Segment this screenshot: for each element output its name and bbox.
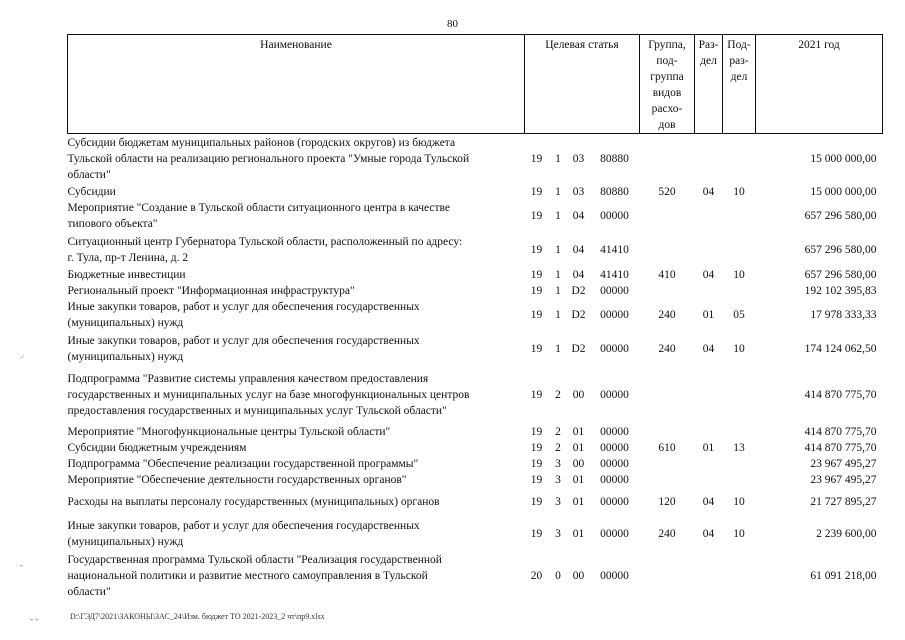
- amount-2021: 174 124 062,50: [804, 342, 877, 355]
- podrazdel: [723, 366, 756, 424]
- podrazdel: [723, 472, 756, 489]
- target-code-program: 19: [530, 243, 543, 256]
- amount-2021: 15 000 000,00: [810, 152, 877, 165]
- table-row: [68, 233, 883, 267]
- amount-2021: 15 000 000,00: [810, 185, 877, 198]
- amount-2021: 414 870 775,70: [804, 425, 877, 438]
- expense-group: 240: [658, 527, 676, 540]
- target-code-event: 03: [572, 185, 585, 198]
- target-code-direction: 00000: [600, 441, 629, 454]
- amount-2021: 17 978 333,33: [810, 309, 877, 321]
- razdel: [695, 283, 723, 299]
- target-code-direction: 00000: [600, 388, 629, 401]
- expense-group: [640, 200, 695, 233]
- target-code-subprogram: 2: [555, 425, 561, 438]
- razdel: [695, 552, 723, 600]
- amount-2021: 23 967 495,27: [810, 457, 877, 470]
- razdel: 01: [702, 309, 715, 321]
- podrazdel: [723, 233, 756, 267]
- amount-2021: 2 239 600,00: [816, 527, 877, 540]
- row-name: Мероприятие "Обеспечение деятельности государственных органов": [67, 474, 407, 486]
- table-row: [68, 472, 883, 489]
- table-row: [68, 489, 883, 516]
- margin-mark: - -: [30, 614, 39, 624]
- target-code-event: 01: [572, 441, 585, 454]
- razdel: 04: [702, 342, 715, 355]
- budget-table: [67, 34, 883, 600]
- target-code-subprogram: 2: [555, 388, 561, 401]
- target-code-direction: 00000: [600, 309, 629, 321]
- table-row: [68, 267, 883, 283]
- target-code-subprogram: 0: [555, 569, 561, 582]
- amount-2021: 23 967 495,27: [810, 474, 877, 486]
- target-code-subprogram: 3: [555, 457, 561, 470]
- razdel: 04: [702, 268, 715, 281]
- table-row: [68, 134, 883, 184]
- target-code-subprogram: 1: [555, 152, 561, 165]
- margin-mark: ⸝: [20, 350, 25, 360]
- razdel: 04: [702, 527, 715, 540]
- razdel: 04: [702, 185, 715, 198]
- table-row: [68, 552, 883, 600]
- target-code-subprogram: 2: [555, 441, 561, 454]
- expense-group: 240: [658, 342, 676, 355]
- podrazdel: 10: [733, 496, 745, 508]
- header-podrazdel: Под- раз- дел: [723, 35, 756, 134]
- target-code-event: 03: [572, 152, 585, 165]
- table-row: [68, 440, 883, 456]
- target-code-event: 04: [572, 268, 585, 281]
- table-header-row: [68, 35, 883, 134]
- row-name: Иные закупки товаров, работ и услуг для обеспечения государственных (муниципальных) нужд: [67, 519, 420, 548]
- expense-group: [640, 552, 695, 600]
- podrazdel: 13: [733, 441, 745, 454]
- expense-group: [640, 424, 695, 440]
- footer-file-path: D:\ГЭД7\2021\ЗАКОНЫ\ЗАС_24\Изм. бюджет ТО 2021-2023_2 чт\пр9.xlsx: [70, 612, 325, 621]
- amount-2021: 657 296 580,00: [804, 268, 877, 281]
- podrazdel: [723, 283, 756, 299]
- podrazdel: [723, 456, 756, 472]
- target-code-subprogram: 3: [555, 496, 561, 508]
- table-row: [68, 184, 883, 200]
- expense-group: [640, 472, 695, 489]
- page-number: 80: [447, 18, 458, 30]
- target-code-event: 01: [572, 474, 585, 486]
- target-code-subprogram: 1: [555, 309, 561, 321]
- table-row: [68, 516, 883, 552]
- header-target-article: Целевая статья: [525, 35, 640, 134]
- razdel: [695, 366, 723, 424]
- table-row: [68, 200, 883, 233]
- amount-2021: 657 296 580,00: [804, 243, 877, 256]
- target-code-subprogram: 1: [555, 185, 561, 198]
- target-code-direction: 00000: [600, 210, 629, 222]
- razdel: [695, 424, 723, 440]
- table-row: [68, 283, 883, 299]
- row-name: Иные закупки товаров, работ и услуг для обеспечения государственных (муниципальных) нужд: [67, 301, 420, 329]
- target-code-program: 19: [530, 152, 543, 165]
- podrazdel: [723, 552, 756, 600]
- razdel: [695, 456, 723, 472]
- row-name: Ситуационный центр Губернатора Тульской области, расположенный по адресу: г. Тула, пр-т Ленина, д. 2: [67, 235, 463, 264]
- row-name: Региональный проект "Информационная инфраструктура": [67, 284, 355, 297]
- target-code-direction: 00000: [600, 569, 629, 582]
- target-code-direction: 00000: [600, 496, 629, 508]
- expense-group: [640, 456, 695, 472]
- row-name: Бюджетные инвестиции: [67, 268, 186, 281]
- target-code-direction: 80880: [600, 152, 629, 165]
- row-name: Подпрограмма "Развитие системы управления качеством предоставления государственных и муниципальных услуг на базе многофункциональных центров предоставления государственных и муниципальных услуг Тульской области": [67, 372, 470, 417]
- razdel: 01: [702, 441, 715, 454]
- table-row: [68, 456, 883, 472]
- target-code-event: 04: [572, 243, 585, 256]
- expense-group: 520: [658, 185, 676, 198]
- target-code-event: 00: [572, 457, 585, 470]
- podrazdel: [723, 134, 756, 184]
- target-code-program: 19: [530, 284, 543, 297]
- header-year: 2021 год: [756, 35, 883, 134]
- target-code-subprogram: 3: [555, 474, 561, 486]
- target-code-direction: 80880: [600, 185, 629, 198]
- amount-2021: 414 870 775,70: [804, 388, 877, 401]
- row-name: Мероприятие "Многофункциональные центры Тульской области": [67, 425, 391, 438]
- target-code-direction: 00000: [600, 474, 629, 486]
- expense-group: 120: [658, 496, 676, 508]
- target-code-event: 00: [572, 388, 585, 401]
- target-code-program: 19: [530, 309, 543, 321]
- amount-2021: 657 296 580,00: [804, 210, 877, 222]
- razdel: [695, 233, 723, 267]
- target-code-direction: 00000: [600, 425, 629, 438]
- podrazdel: 10: [733, 342, 745, 355]
- target-code-program: 19: [530, 425, 543, 438]
- target-code-subprogram: 1: [555, 342, 561, 355]
- header-group: Группа, под- группа видов расхо- дов: [640, 35, 695, 134]
- razdel: [695, 472, 723, 489]
- row-name: Субсидии: [67, 185, 116, 198]
- target-code-event: D2: [571, 309, 586, 321]
- target-code-event: 01: [572, 527, 585, 540]
- row-name: Мероприятие "Создание в Тульской области ситуационного центра в качестве типового объекта": [67, 202, 451, 230]
- expense-group: 410: [658, 268, 676, 281]
- expense-group: [640, 366, 695, 424]
- target-code-event: D2: [571, 342, 586, 355]
- target-code-event: 04: [572, 210, 585, 222]
- target-code-event: D2: [571, 284, 586, 297]
- razdel: [695, 200, 723, 233]
- target-code-program: 19: [530, 441, 543, 454]
- target-code-program: 20: [530, 569, 543, 582]
- row-name: Подпрограмма "Обеспечение реализации государственной программы": [67, 457, 419, 470]
- target-code-program: 19: [530, 210, 543, 222]
- target-code-program: 19: [530, 496, 543, 508]
- expense-group: [640, 283, 695, 299]
- table-row: [68, 299, 883, 332]
- target-code-event: 01: [572, 425, 585, 438]
- row-name: Расходы на выплаты персоналу государственных (муниципальных) органов: [67, 496, 440, 508]
- expense-group: [640, 233, 695, 267]
- target-code-program: 19: [530, 268, 543, 281]
- table-row: [68, 332, 883, 366]
- target-code-subprogram: 1: [555, 284, 561, 297]
- target-code-direction: 00000: [600, 284, 629, 297]
- target-code-event: 01: [572, 496, 585, 508]
- podrazdel: 05: [733, 309, 745, 321]
- target-code-direction: 00000: [600, 527, 629, 540]
- amount-2021: 414 870 775,70: [804, 441, 877, 454]
- target-code-direction: 00000: [600, 342, 629, 355]
- target-code-program: 19: [530, 474, 543, 486]
- target-code-direction: 41410: [600, 243, 629, 256]
- amount-2021: 61 091 218,00: [810, 569, 877, 582]
- razdel: [695, 134, 723, 184]
- amount-2021: 192 102 395,83: [804, 284, 877, 297]
- target-code-direction: 41410: [600, 268, 629, 281]
- target-code-direction: 00000: [600, 457, 629, 470]
- podrazdel: 10: [733, 268, 745, 281]
- amount-2021: 21 727 895,27: [810, 496, 877, 508]
- row-name: Государственная программа Тульской области "Реализация государственной национальной политики и развитие местного самоуправления в Тульской области": [67, 553, 442, 598]
- row-name: Субсидии бюджетам муниципальных районов (городских округов) из бюджета Тульской области на реализацию регионального проекта "Умные города Тульской области": [67, 136, 470, 181]
- razdel: 04: [702, 496, 715, 508]
- target-code-subprogram: 1: [555, 243, 561, 256]
- expense-group: 610: [658, 441, 676, 454]
- expense-group: 240: [658, 309, 676, 321]
- target-code-program: 19: [530, 342, 543, 355]
- expense-group: [640, 134, 695, 184]
- target-code-program: 19: [530, 527, 543, 540]
- table-row: [68, 424, 883, 440]
- podrazdel: 10: [733, 185, 745, 198]
- podrazdel: 10: [733, 527, 745, 540]
- row-name: Иные закупки товаров, работ и услуг для обеспечения государственных (муниципальных) нужд: [67, 334, 420, 363]
- target-code-subprogram: 1: [555, 268, 561, 281]
- target-code-subprogram: 1: [555, 210, 561, 222]
- row-name: Субсидии бюджетным учреждениям: [67, 441, 247, 454]
- margin-mark: -: [20, 560, 23, 570]
- target-code-event: 00: [572, 569, 585, 582]
- header-name: Наименование: [68, 35, 525, 134]
- target-code-subprogram: 3: [555, 527, 561, 540]
- podrazdel: [723, 200, 756, 233]
- podrazdel: [723, 424, 756, 440]
- target-code-program: 19: [530, 185, 543, 198]
- table-row: [68, 366, 883, 424]
- header-razdel: Раз- дел: [695, 35, 723, 134]
- target-code-program: 19: [530, 388, 543, 401]
- target-code-program: 19: [530, 457, 543, 470]
